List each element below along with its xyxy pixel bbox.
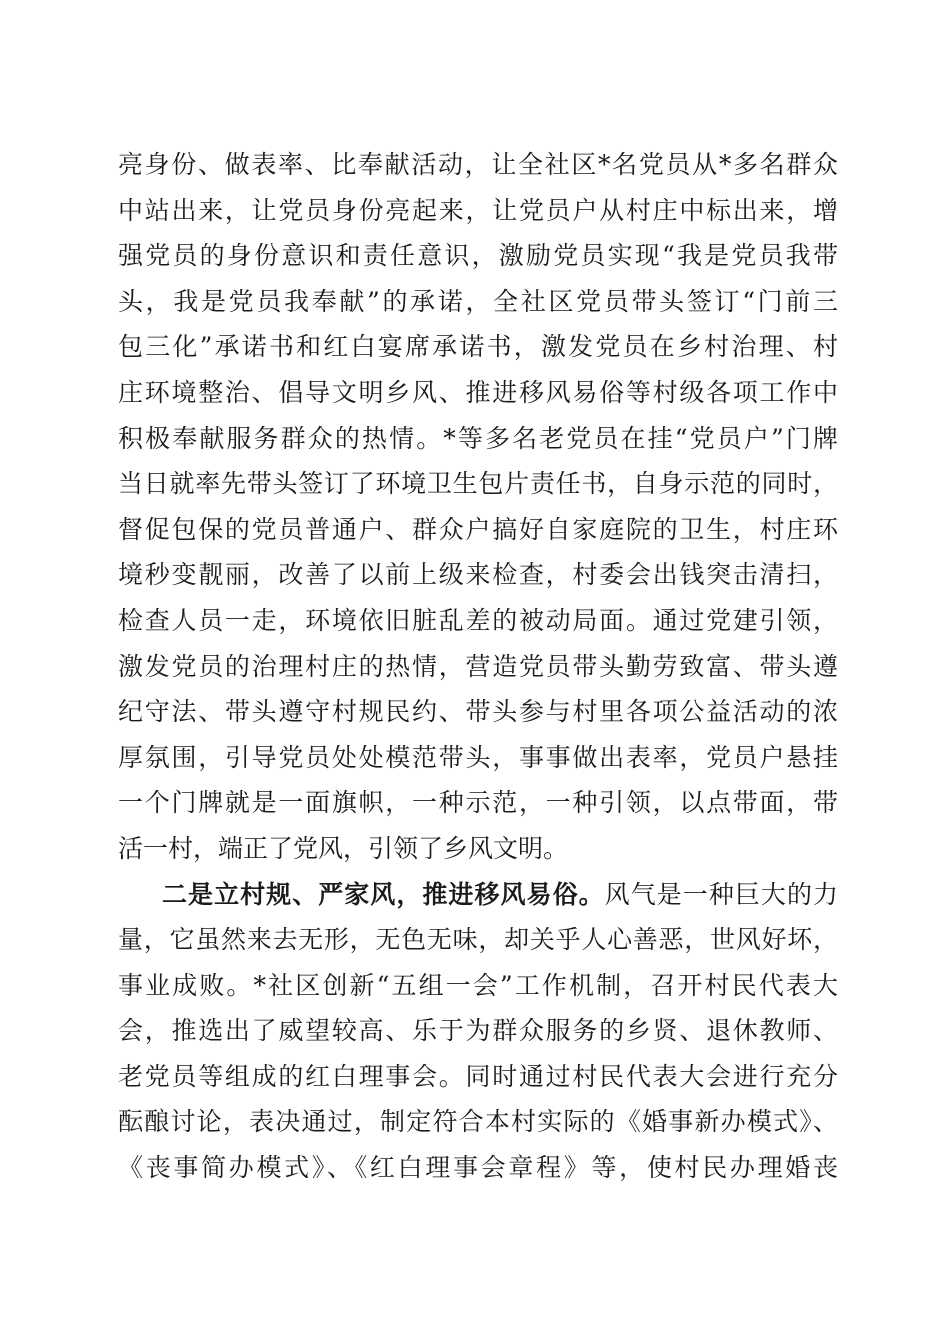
paragraph-1 <box>118 142 838 872</box>
text-line: 《丧事简办模式》、《红白理事会章程》等，使村民办理婚丧 <box>118 1153 838 1183</box>
text-line: 量，它虽然来去无形，无色无味，却关乎人心善恶，世风好坏， <box>118 925 838 955</box>
text-run: 风气是一种巨大的力 <box>604 879 838 909</box>
text-line: 强党员的身份意识和责任意识，激励党员实现“我是党员我带 <box>118 241 838 271</box>
text-line: 厚氛围，引导党员处处模范带头，事事做出表率，党员户悬挂 <box>118 742 838 772</box>
text-line: 酝酿讨论，表决通过，制定符合本村实际的《婚事新办模式》、 <box>118 1107 838 1137</box>
text-line: 一个门牌就是一面旗帜，一种示范，一种引领，以点带面，带 <box>118 788 838 818</box>
text-line: 会，推选出了威望较高、乐于为群众服务的乡贤、退休教师、 <box>118 1016 838 1046</box>
text-line: 当日就率先带头签订了环境卫生包片责任书，自身示范的同时， <box>118 469 838 499</box>
body-text <box>118 142 838 1191</box>
text-line: 包三化”承诺书和红白宴席承诺书，激发党员在乡村治理、村 <box>118 332 838 362</box>
section-lead-heading: 二是立村规、严家风，推进移风易俗。 <box>162 879 605 909</box>
text-line: 庄环境整治、倡导文明乡风、推进移风易俗等村级各项工作中 <box>118 377 838 407</box>
text-line: 头，我是党员我奉献”的承诺，全社区党员带头签订“门前三 <box>118 286 838 316</box>
text-line: 积极奉献服务群众的热情。*等多名老党员在挂“党员户”门牌 <box>118 423 838 453</box>
text-line: 亮身份、做表率、比奉献活动，让全社区*名党员从*多名群众 <box>118 150 838 179</box>
text-line: 纪守法、带头遵守村规民约、带头参与村里各项公益活动的浓 <box>118 697 838 727</box>
text-line: 督促包保的党员普通户、群众户搞好自家庭院的卫生，村庄环 <box>118 514 838 544</box>
text-line: 中站出来，让党员身份亮起来，让党员户从村庄中标出来，增 <box>118 195 838 225</box>
text-line: 境秒变靓丽，改善了以前上级来检查，村委会出钱突击清扫， <box>118 560 838 590</box>
text-line: 老党员等组成的红白理事会。同时通过村民代表大会进行充分 <box>118 1061 838 1091</box>
text-line: 激发党员的治理村庄的热情，营造党员带头勤劳致富、带头遵 <box>118 651 838 681</box>
text-line: 事业成败。*社区创新“五组一会”工作机制，召开村民代表大 <box>118 970 838 1000</box>
paragraph-first-line <box>118 872 838 918</box>
text-line: 检查人员一走，环境依旧脏乱差的被动局面。通过党建引领， <box>118 605 838 635</box>
text-line: 活一村，端正了党风，引领了乡风文明。 <box>118 833 569 863</box>
paragraph-2 <box>118 872 838 1191</box>
